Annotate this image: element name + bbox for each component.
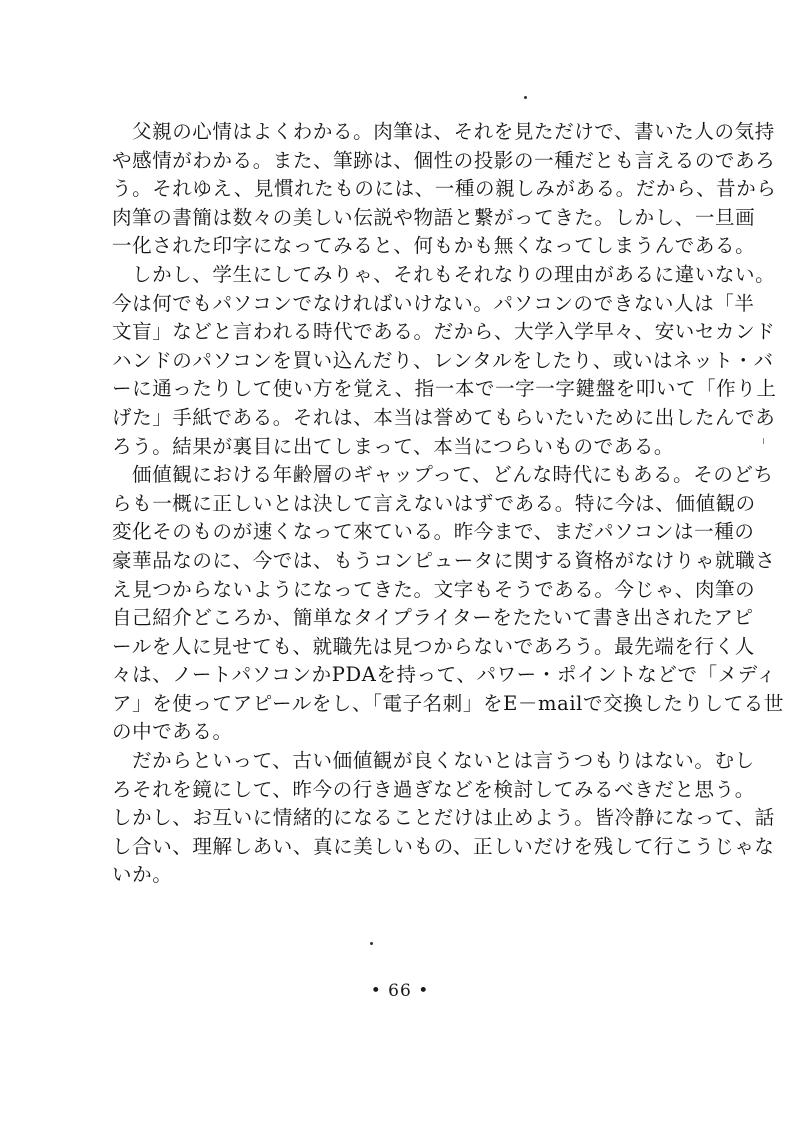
- text-line: 肉筆の書簡は数々の美しい伝説や物語と繋がってきた。しかし、一旦画: [112, 205, 756, 229]
- text-line: 価値観における年齢層のギャップって、どんな時代にもある。そのどち: [132, 463, 774, 487]
- text-line: 文盲」などと言われる時代である。だから、大学入学早々、安いセカンド: [112, 320, 776, 344]
- text-line: 豪華品なのに、今では、もうコンピュータに関する資格がなけりゃ就職さ: [112, 548, 776, 572]
- scan-speck: [370, 942, 373, 945]
- text-line: 今は何でもパソコンでなければいけない。パソコンのできない人は「半: [112, 291, 755, 315]
- text-line: ハンドのパソコンを買い込んだり、レンタルをしたり、或いはネット・バ: [112, 348, 774, 372]
- text-line: ろそれを鏡にして、昨今の行き過ぎなどを検討してみるべきだと思う。: [112, 777, 755, 801]
- page-number: • 66 •: [370, 981, 430, 1001]
- text-line: しかし、学生にしてみりゃ、それもそれなりの理由があるに違いない。: [132, 262, 776, 286]
- text-line: ア」を使ってアピールをし、「電子名刺」をE－mailで交換したりしてる世: [112, 691, 785, 715]
- text-line: らも一概に正しいとは決して言えないはずである。特に今は、価値観の: [112, 491, 756, 515]
- text-line: う。それゆえ、見慣れたものには、一種の親しみがある。だから、昔から: [112, 177, 777, 201]
- page-body: [112, 118, 785, 890]
- text-line: 変化そのものが速くなって來ている。昨今まで、まだパソコンは一種の: [112, 520, 755, 544]
- text-line: げた」手紙である。それは、本当は誉めてもらいたいために出したんであ: [112, 405, 776, 429]
- scan-speck: [524, 96, 527, 99]
- text-line: ールを人に見せても、就職先は見つからないであろう。最先端を行く人: [112, 634, 755, 658]
- text-line: ろう。結果が裏目に出てしまって、本当につらいものである。: [112, 434, 675, 458]
- text-line: や感情がわかる。また、筆跡は、個性の投影の一種だとも言えるのであろ: [112, 148, 776, 172]
- text-line: だからといって、古い価値観が良くないとは言うつもりはない。むし: [132, 749, 755, 773]
- text-line: 一化された印字になってみると、何もかも無くなってしまうんである。: [112, 234, 756, 258]
- text-line: いか。: [112, 863, 173, 887]
- text-line: し合い、理解しあい、真に美しいもの、正しいだけを残して行こうじゃな: [112, 834, 775, 858]
- scan-speck: [763, 438, 764, 444]
- text-line: 々は、ノートパソコンかPDAを持って、パワー・ポイントなどで「メディ: [112, 663, 777, 687]
- text-line: の中である。: [112, 720, 233, 744]
- text-line: 父親の心情はよくわかる。肉筆は、それを見ただけで、書いた人の気持: [132, 120, 775, 143]
- text-line: 自己紹介どころか、簡単なタイプライターをたたいて書き出されたアピ: [112, 606, 754, 630]
- text-line: しかし、お互いに情緒的になることだけは止めよう。皆冷静になって、話: [112, 806, 775, 830]
- text-line: え見つからないようになってきた。文字もそうである。今じゃ、肉筆の: [112, 577, 756, 601]
- text-line: ーに通ったりして使い方を覚え、指一本で一字一字鍵盤を叩いて「作り上: [112, 377, 777, 401]
